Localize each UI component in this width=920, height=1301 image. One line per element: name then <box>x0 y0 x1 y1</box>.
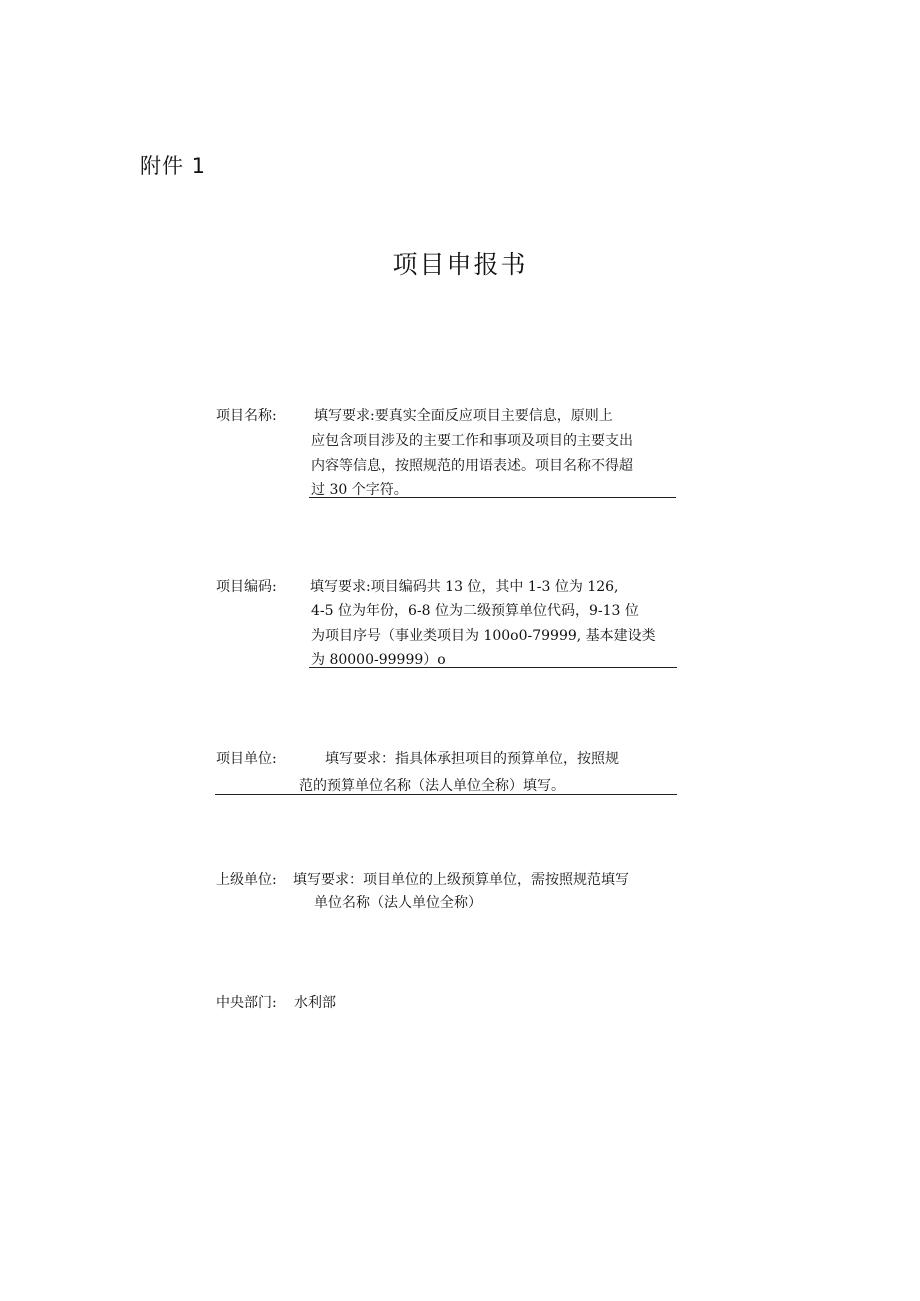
superior-unit-line-2: 单位名称（法人单位全称） <box>314 895 482 911</box>
central-department-value: 水利部 <box>294 995 336 1011</box>
project-code-line-2: 4-5 位为年份，6-8 位为二级预算单位代码，9-13 位 <box>311 603 639 619</box>
project-code-line-1: 填写要求:项目编码共 13 位，其中 1-3 位为 126, <box>310 579 619 595</box>
project-name-label: 项目名称: <box>216 408 277 424</box>
project-name-line-4: 过 30 个字符。 <box>311 482 408 498</box>
project-code-underline <box>309 667 677 668</box>
project-name-line-2: 应包含项目涉及的主要工作和事项及项目的主要支出 <box>311 433 633 449</box>
project-unit-line-1: 填写要求：指具体承担项目的预算单位，按照规 <box>325 751 619 767</box>
project-code-line-3: 为项目序号（事业类项目为 100o0-79999, 基本建设类 <box>311 628 656 644</box>
attachment-label: 附件 1 <box>140 154 207 178</box>
superior-unit-line-1: 填写要求：项目单位的上级预算单位，需按照规范填写 <box>293 872 629 888</box>
project-code-label: 项目编码: <box>216 579 277 595</box>
project-unit-line-2: 范的预算单位名称（法人单位全称）填写。 <box>299 778 565 794</box>
project-unit-underline <box>215 794 677 795</box>
project-name-line-1: 填写要求:要真实全面反应项目主要信息，原则上 <box>314 408 613 424</box>
project-unit-label: 项目单位: <box>216 751 277 767</box>
project-name-underline <box>309 497 676 498</box>
project-name-line-3: 内容等信息，按照规范的用语表述。项目名称不得超 <box>311 458 633 474</box>
central-department-label: 中央部门: <box>216 995 277 1011</box>
project-code-line-4: 为 80000-99999）o <box>311 652 446 668</box>
superior-unit-label: 上级单位: <box>216 872 277 888</box>
document-title: 项目申报书 <box>392 250 528 279</box>
